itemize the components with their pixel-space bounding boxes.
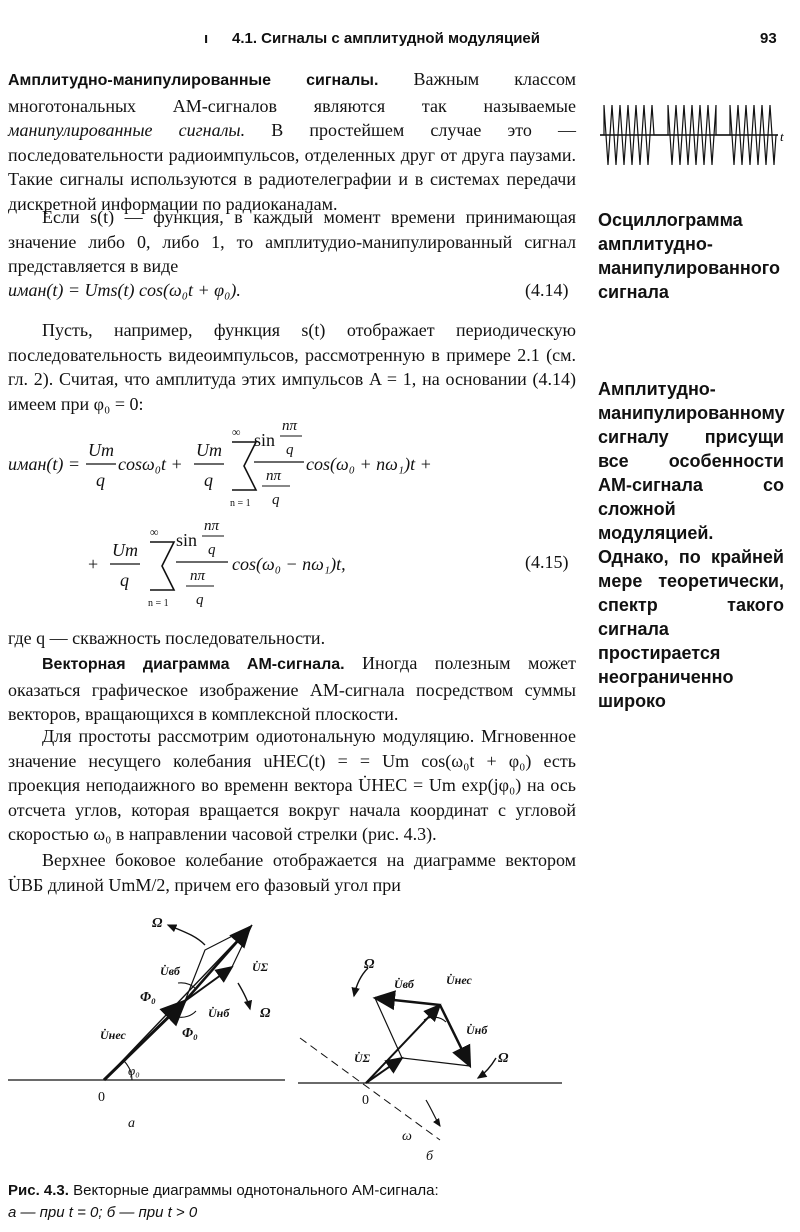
eq-npi-3: nπ [204, 518, 220, 534]
fig-b-u-nes: U̇нес [446, 973, 472, 987]
paragraph-am-manipulated: Амплитудно-манипулированные сигналы. Важным классом многотональных АМ-сигналов являются так называемые манипулированные сигналы. В простейшем случае это — последовательности радиоимпульсов, отделенных друг от друга паузами. Такие сигналы используются в радиотелеграфии и в системах передачи дискретной информации по радиоканалам. [8, 69, 576, 214]
fig-a-phi0-angle: φ₀ [128, 1063, 140, 1078]
figure-caption: Рис. 4.3. Векторные диаграммы однотонального АМ-сигнала: а — при t = 0; б — при t > 0 [8, 1182, 439, 1221]
equation-number-4-14: (4.14) [525, 280, 569, 300]
paragraph-upper-sideband: Верхнее боковое колебание отображается на диаграмме вектором U̇ВБ длиной UmM/2, причем его фазовый угол при [8, 850, 576, 895]
fig-b-label: б [426, 1149, 434, 1164]
eq-cos1: cosω₀t + [118, 454, 183, 474]
eq-um: Um [88, 440, 114, 460]
eq-q-5: q [120, 570, 129, 590]
fig-a-u-sigma: U̇Σ [252, 960, 269, 974]
eq-q: q [96, 470, 105, 490]
eq-sin: sin [254, 430, 276, 450]
eq-q-4: q [272, 492, 280, 508]
paragraph-s-function: Если s(t) — функция, в каждый момент времени принимающая значение либо 0, либо 1, то амплитудио-манипулированный сигнал представляется в виде [8, 207, 576, 276]
fig-b-carrier-vector [366, 1005, 440, 1083]
sidebar-note: Амплитудно-манипулированному сигналу присущи все особенности АМ-сигнала со сложной модуляцией. Однако, по крайней мере теоретически, спектр такого сигнала простирается неограниченно широко [598, 379, 785, 711]
fig-a-omega: Ω [152, 916, 163, 931]
eq-um-3: Um [112, 540, 138, 560]
fig-b-u-sigma: U̇Σ [354, 1051, 371, 1065]
eq-q-2: q [204, 470, 213, 490]
page-number: 93 [760, 30, 777, 47]
eq-sin-2: sin [176, 530, 198, 550]
fig-b-origin: 0 [362, 1093, 369, 1108]
fig-b-u-nb: U̇нб [466, 1023, 488, 1037]
fig-a-u-nes: U̇нес [100, 1028, 126, 1042]
eq-npi: nπ [282, 418, 298, 434]
sidebar-osc-caption: Осциллограмма амплитудно-манипулированного сигнала [598, 210, 780, 302]
figure-4-3-a [0, 905, 300, 1135]
oscillogram-t-label: t [780, 129, 784, 144]
paragraph-single-tone: Для простоты рассмотрим одиотональную модуляцию. Мгновенное значение несущего колебания uНЕС(t) = = Um cos(ω₀t + φ₀) есть проекция неподаижного во временн вектора U̇НЕС = Um exp(jφ₀) на ось отсчета углов, которая вращается вокруг начала координат с угловой скоростью ω₀ в направлении часовой стрелки (рис. 4.3). [8, 726, 576, 844]
fig-b-omega: Ω [364, 957, 375, 972]
equation-4-14: uман(t) = Ums(t) cos(ω₀t + φ₀). [8, 280, 241, 300]
sum-bottom-2: n = 1 [148, 598, 169, 609]
eq-um-2: Um [196, 440, 222, 460]
eq-cos-plus: cos(ω₀ + nω₁)t + [306, 454, 432, 474]
fig-a-u-vb: U̇вб [160, 964, 180, 978]
fig-a-u-nb: U̇нб [208, 1006, 230, 1020]
eq-q-3: q [286, 442, 294, 458]
eq-lhs: uман(t) = [8, 454, 81, 474]
sum-bottom: n = 1 [230, 498, 251, 509]
figure-caption-head: Рис. 4.3. [8, 1182, 69, 1199]
section-title: 4.1. Сигналы с амплитудной модуляцией [232, 30, 540, 47]
paragraph-heading-2: Векторная диаграмма АМ-сигнала. [42, 656, 345, 673]
equation-number-4-15: (4.15) [525, 552, 569, 572]
fig-a-omega-2: Ω [260, 1006, 271, 1021]
eq-plus: + [88, 554, 99, 574]
fig-b-omega-2: Ω [498, 1051, 509, 1066]
paragraph-q-definition: где q — скважность последовательности. [8, 628, 326, 648]
paragraph-example: Пусть, например, функция s(t) отображает периодическую последовательность видеоимпульсов, рассмотренную в примере 2.1 (см. гл. 2). Считая, что амплитуда этих импульсов A = 1, на основании (4.14) имеем при φ₀ = 0: [8, 320, 576, 414]
figure-caption-line2: а — при t = 0; б — при t > 0 [8, 1204, 198, 1221]
fig-a-phi0-1: Φ₀ [140, 990, 156, 1005]
fig-a-origin: 0 [98, 1090, 105, 1105]
sum-top-2: ∞ [150, 525, 159, 539]
equation-4-15 [0, 410, 590, 620]
fig-b-sum-vector [366, 1058, 402, 1083]
paragraph-heading: Амплитудно-манипулированные сигналы. [8, 72, 379, 89]
header-mark: ı [204, 30, 209, 47]
fig-b-omega-axis: ω [402, 1129, 412, 1144]
fig-a-label: а [128, 1116, 135, 1131]
figure-4-3-b [290, 950, 570, 1170]
paragraph-vector-diagram: Векторная диаграмма АМ-сигнала. Иногда полезным может оказаться графическое изображение АМ-сигнала посредством суммы векторов, вращающихся в комплексной плоскости. [8, 653, 577, 724]
eq-npi-2: nπ [266, 468, 282, 484]
fig-b-u-vb: U̇вб [394, 977, 414, 991]
eq-npi-4: nπ [190, 568, 206, 584]
eq-cos-minus: cos(ω₀ − nω₁)t, [232, 554, 346, 574]
fig-b-vb-vector [375, 998, 440, 1005]
fig-a-phi0-2: Φ₀ [182, 1026, 198, 1041]
oscillogram [598, 95, 794, 185]
sum-top: ∞ [232, 425, 241, 439]
eq-q-6: q [208, 542, 216, 558]
eq-q-7: q [196, 592, 204, 608]
fig-a-sum-vector [104, 925, 252, 1080]
